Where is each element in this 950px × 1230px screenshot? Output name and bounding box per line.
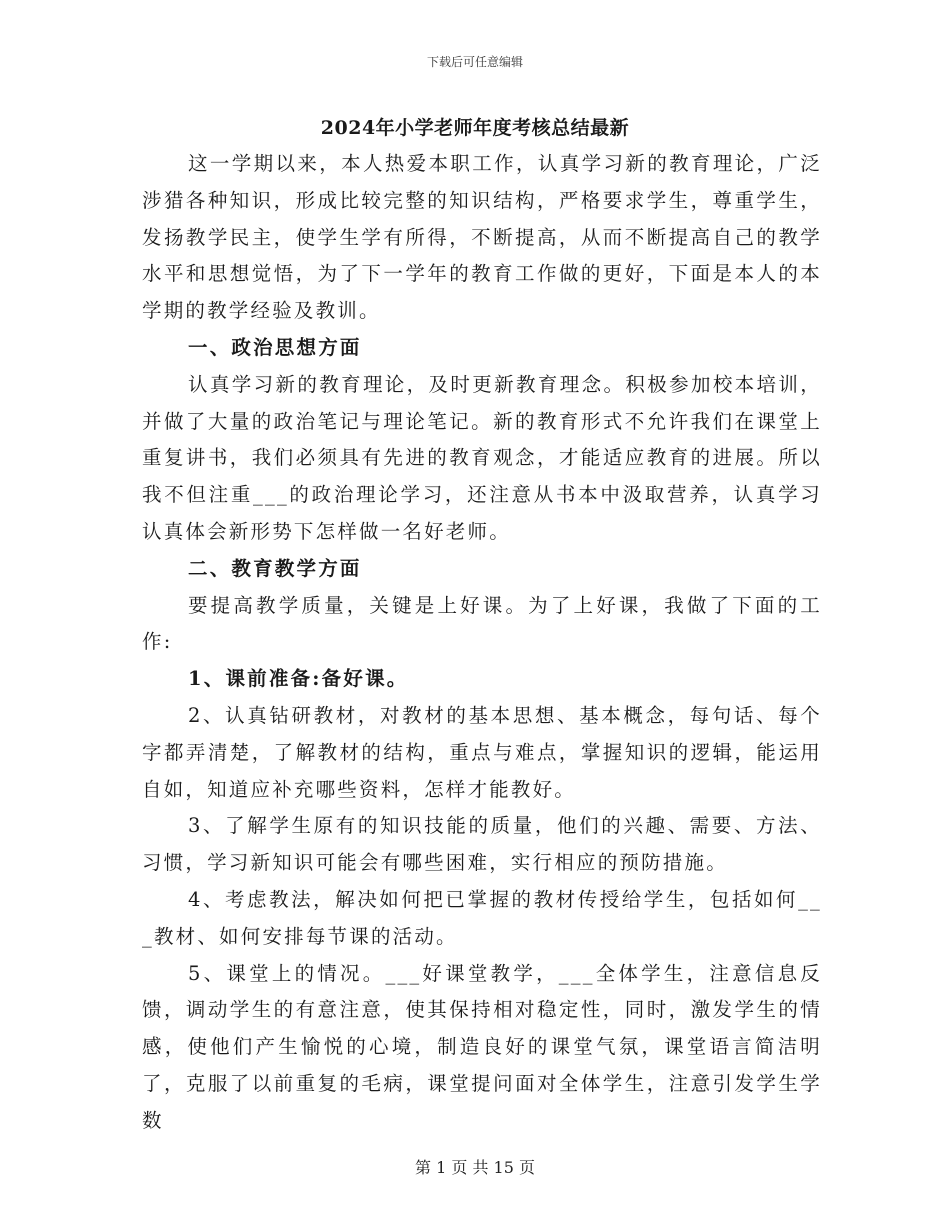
paragraph-item-2: 2、认真钻研教材，对教材的基本思想、基本概念，每句话、每个字都弄清楚，了解教材的结构，重点与难点，掌握知识的逻辑，能运用自如，知道应补充哪些资料，怎样才能教好。 [142,703,822,801]
paragraph-item-4: 4、考虑教法，解决如何把已掌握的教材传授给学生，包括如何___教材、如何安排每节课的活动。 [142,887,822,948]
section-heading-politics: 一、政治思想方面 [188,335,362,359]
paragraph-item-5: 5、课堂上的情况。___好课堂教学，___全体学生，注意信息反馈，调动学生的有意注意，使其保持相对稳定性，同时，激发学生的情感，使他们产生愉悦的心境，制造良好的课堂气氛，课堂语言简洁明了，克服了以前重复的毛病，课堂提问面对全体学生，注意引发学生学数 [142,961,822,1132]
page-footer: 第 1 页 共 15 页 [415,1158,535,1177]
paragraph-politics: 认真学习新的教育理论，及时更新教育理念。积极参加校本培训，并做了大量的政治笔记与理论笔记。新的教育形式不允许我们在课堂上重复讲书，我们必须具有先进的教育观念，才能适应教育的进展。所以我不但注重___的政治理论学习，还注意从书本中汲取营养，认真学习认真体会新形势下怎样做一名好老师。 [142,372,822,543]
document-title: 2024年小学老师年度考核总结最新 [320,117,630,139]
document-body [142,146,822,1140]
section-heading-teaching: 二、教育教学方面 [188,556,362,580]
paragraph-intro: 这一学期以来，本人热爱本职工作，认真学习新的教育理论，广泛涉猎各种知识，形成比较完整的知识结构，严格要求学生，尊重学生，发扬教学民主，使学生学有所得，不断提高，从而不断提高自己的教学水平和思想觉悟，为了下一学年的教育工作做的更好，下面是本人的本学期的教学经验及教训。 [142,152,822,323]
header-note: 下载后可任意编辑 [426,55,523,69]
subheading-lesson-prep: 1、课前准备:备好课。 [188,667,409,691]
paragraph-teaching-intro: 要提高教学质量，关键是上好课。为了上好课，我做了下面的工作: [142,593,822,654]
paragraph-item-3: 3、了解学生原有的知识技能的质量，他们的兴趣、需要、方法、习惯，学习新知识可能会有哪些困难，实行相应的预防措施。 [142,814,822,875]
